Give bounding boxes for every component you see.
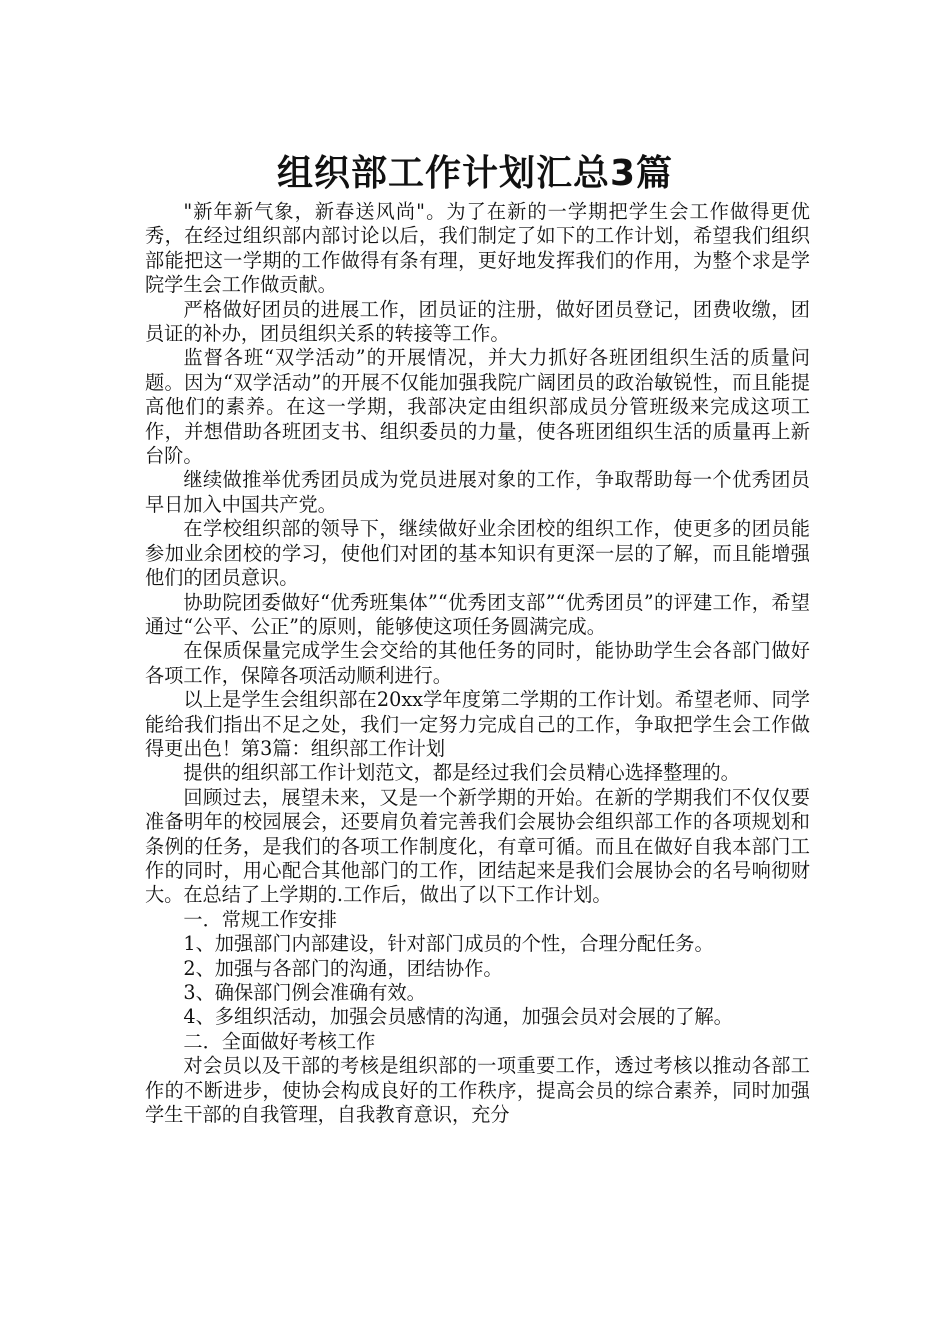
- paragraph-other-tasks: 在保质保量完成学生会交给的其他任务的同时，能协助学生会各部门做好各项工作，保障各项活动顺利进行。: [145, 639, 810, 687]
- list-item-4: 4、多组织活动，加强会员感情的沟通，加强会员对会展的了解。: [183, 1005, 733, 1029]
- paragraph-member-registration: 严格做好团员的进展工作，团员证的注册，做好团员登记，团费收缴，团员证的补办，团员组织关系的转接等工作。: [145, 297, 810, 346]
- list-item-3: 3、确保部门例会准确有效。: [183, 981, 426, 1004]
- document-body: [145, 200, 810, 1127]
- section-heading-assessment: 二．全面做好考核工作: [183, 1029, 376, 1053]
- list-item-2: 2、加强与各部门的沟通，团结协作。: [183, 956, 503, 980]
- list-item-1: 1、加强部门内部建设，针对部门成员的个性，合理分配任务。: [183, 932, 714, 956]
- document-title: 组织部工作计划汇总3篇: [276, 153, 674, 195]
- section-heading-routine: 一．常规工作安排: [183, 907, 337, 931]
- paragraph-provided: 提供的组织部工作计划范文，都是经过我们会员精心选择整理的。: [183, 761, 740, 785]
- paragraph-assessment: 对会员以及干部的考核是组织部的一项重要工作，透过考核以推动各部工作的不断进步，使协会构成良好的工作秩序，提高会员的综合素养，同时加强学生干部的自我管理，自我教育意识，充分: [145, 1054, 810, 1127]
- paragraph-evaluation: 协助院团委做好“优秀班集体”“优秀团支部”“优秀团员”的评建工作，希望通过“公平、公正”的原则，能够使这项任务圆满完成。: [145, 590, 810, 638]
- paragraph-double-study: 监督各班“双学活动”的开展情况，并大力抓好各班团组织生活的质量问题。因为“双学活动”的开展不仅能加强我院广阔团员的政治敏锐性，而且能提高他们的素养。在这一学期，我部决定由组织部成员分管班级来完成这项工作，并想借助各班团支书、组织委员的力量，使各班团组织生活的质量再上新台阶。: [145, 346, 810, 468]
- paragraph-party-recommendation: 继续做推举优秀团员成为党员进展对象的工作，争取帮助每一个优秀团员早日加入中国共产党。: [145, 468, 810, 516]
- paragraph-intro: "新年新气象，新春送风尚"。为了在新的一学期把学生会工作做得更优秀，在经过组织部内部讨论以后，我们制定了如下的工作计划，希望我们组织部能把这一学期的工作做得有条有理，更好地发挥我们的作用，为整个求是学院学生会工作做贡献。: [145, 200, 810, 297]
- paragraph-youth-school: 在学校组织部的领导下，继续做好业余团校的组织工作，使更多的团员能参加业余团校的学习，使他们对团的基本知识有更深一层的了解，而且能增强他们的团员意识。: [145, 517, 810, 590]
- paragraph-conclusion: 以上是学生会组织部在20xx学年度第二学期的工作计划。希望老师、同学能给我们指出不足之处，我们一定努力完成自己的工作，争取把学生会工作做得更出色！第3篇：组织部工作计划: [145, 688, 810, 760]
- paragraph-review: 回顾过去，展望未来，又是一个新学期的开始。在新的学期我们不仅仅要准备明年的校园展会，还要肩负着完善我们会展协会组织部工作的各项规划和条例的任务，是我们的各项工作制度化，有章可循。而且在做好自我本部门工作的同时，用心配合其他部门的工作，团结起来是我们会展协会的名号响彻财大。在总结了上学期的.工作后，做出了以下工作计划。: [145, 785, 810, 907]
